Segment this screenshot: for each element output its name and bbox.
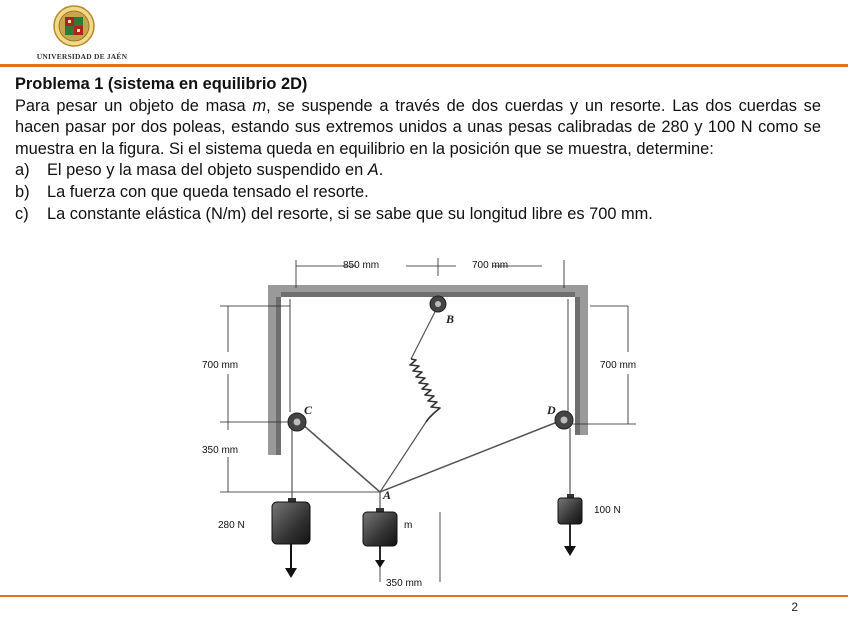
problem-title: Problema 1 (sistema en equilibrio 2D) (15, 75, 308, 93)
question-label: b) (15, 182, 30, 201)
pulley-b (430, 296, 446, 312)
dim-top-right: 700 mm (472, 260, 509, 271)
spring (410, 359, 440, 422)
label-weight-100n: 100 N (594, 505, 621, 516)
weight-m (363, 508, 397, 568)
left-dimension (220, 306, 380, 492)
question-text: El peso y la masa del objeto suspendido en A. (47, 161, 384, 180)
university-crest-icon (52, 3, 96, 49)
dim-bottom: 350 mm (386, 578, 423, 589)
page-number: 2 (791, 600, 798, 614)
question-label: c) (15, 204, 29, 223)
question-item (15, 204, 821, 226)
problem-statement (15, 74, 821, 225)
label-weight-280n: 280 N (218, 520, 245, 531)
label-point-c: C (304, 403, 313, 417)
dim-left-lower: 350 mm (202, 445, 239, 456)
label-point-d: D (547, 403, 556, 417)
dim-left-upper: 700 mm (202, 360, 239, 371)
footer-divider (0, 595, 848, 597)
question-item (15, 182, 821, 204)
header-divider (0, 64, 848, 67)
university-name: UNIVERSIDAD DE JAÉN (36, 52, 128, 61)
cords (292, 306, 570, 512)
dim-right: 700 mm (600, 360, 637, 371)
question-text: La constante elástica (N/m) del resorte, si se sabe que su longitud libre es 700 mm. (47, 204, 653, 223)
question-item (15, 160, 821, 182)
dim-top-left: 850 mm (343, 260, 380, 271)
paragraph-variable-m: m (252, 96, 267, 115)
label-point-a: A (383, 488, 392, 502)
university-logo (30, 3, 134, 63)
question-text: La fuerza con que queda tensado el resorte. (47, 182, 369, 201)
top-dimension (296, 258, 564, 288)
paragraph-text-2: , se suspende a través de dos cuerdas y un resorte. Las dos cuerdas se hacen pasar por dos poleas, estando sus extremos unidos a unas pesas calibradas de 280 y 100 N como se muestra en la figura. Si el sistema queda en equilibrio en la posición que se muestra, determine: (15, 96, 821, 158)
pulley-d (555, 411, 573, 429)
problem-paragraph (15, 96, 821, 161)
label-point-b: B (446, 312, 455, 326)
question-label: a) (15, 161, 30, 180)
paragraph-text-1: Para pesar un objeto de masa (15, 96, 253, 115)
weight-100n (558, 494, 582, 556)
label-weight-m: m (404, 520, 413, 531)
question-point-a: A (367, 161, 379, 180)
equilibrium-figure (180, 252, 650, 599)
weight-280n (272, 498, 310, 578)
